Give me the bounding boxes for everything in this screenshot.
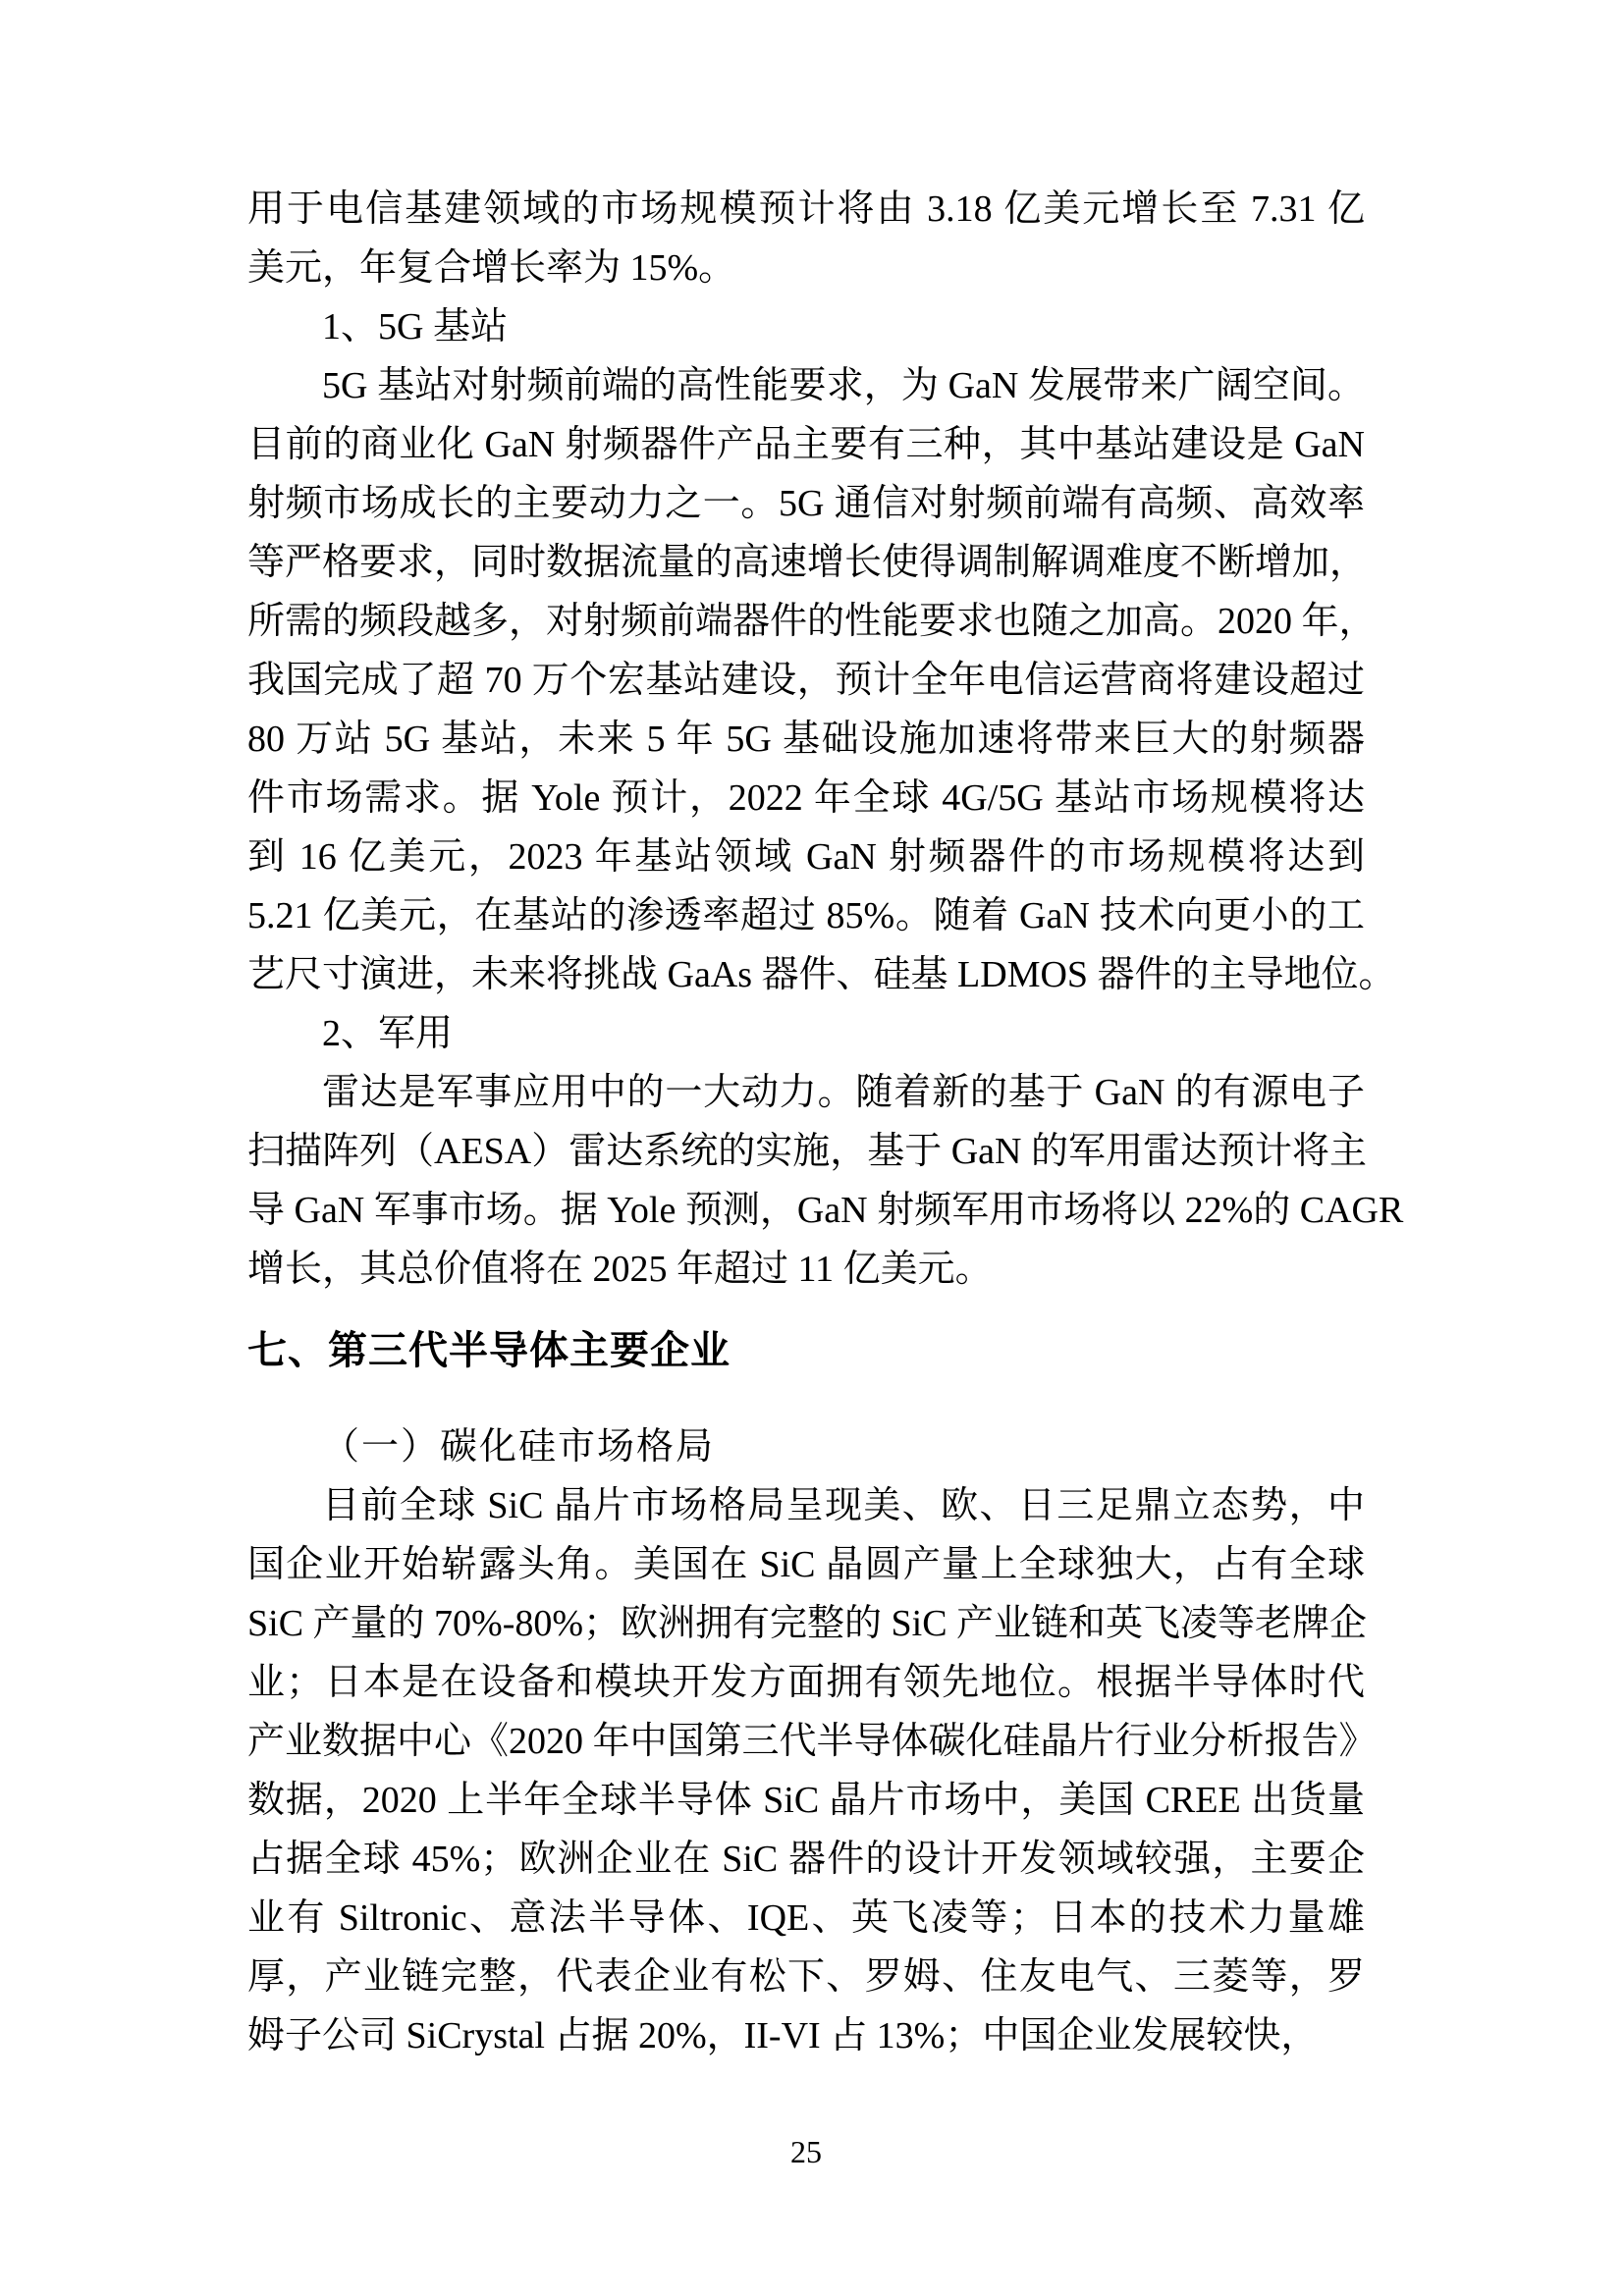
subsection-heading: （一）碳化硅市场格局 xyxy=(322,1426,716,1468)
body-text-line: 到 16 亿美元，2023 年基站领域 GaN 射频器件的市场规模将达到 xyxy=(247,836,1365,878)
body-text-line: 数据，2020 上半年全球半导体 SiC 晶片市场中，美国 CREE 出货量 xyxy=(247,1780,1365,1821)
body-text-line: 扫描阵列（AESA）雷达系统的实施，基于 GaN 的军用雷达预计将主 xyxy=(247,1131,1367,1172)
body-text-line: 件市场需求。据 Yole 预计，2022 年全球 4G/5G 基站市场规模将达 xyxy=(247,777,1365,819)
body-text-line: 厚，产业链完整，代表企业有松下、罗姆、住友电气、三菱等，罗 xyxy=(247,1956,1365,1998)
body-text-line: 增长，其总价值将在 2025 年超过 11 亿美元。 xyxy=(247,1249,993,1290)
list-item-heading: 2、军用 xyxy=(322,1013,454,1054)
page-number: 25 xyxy=(790,2134,822,2169)
body-text-line: 用于电信基建领域的市场规模预计将由 3.18 亿美元增长至 7.31 亿 xyxy=(247,188,1365,230)
body-text-line: 目前的商业化 GaN 射频器件产品主要有三种，其中基站建设是 GaN xyxy=(247,424,1365,465)
body-text-line: 等严格要求，同时数据流量的高速增长使得调制解调难度不断增加， xyxy=(247,542,1368,583)
body-text-line: 射频市场成长的主要动力之一。5G 通信对射频前端有高频、高效率 xyxy=(247,483,1365,524)
body-text-line: 艺尺寸演进，未来将挑战 GaAs 器件、硅基 LDMOS 器件的主导地位。 xyxy=(247,954,1396,995)
body-text-line: 占据全球 45%；欧洲企业在 SiC 器件的设计开发领域较强，主要企 xyxy=(247,1839,1365,1880)
section-heading: 七、第三代半导体主要企业 xyxy=(247,1329,731,1372)
text-flow xyxy=(247,0,1404,2065)
body-text-line: 5G 基站对射频前端的高性能要求，为 GaN 发展带来广阔空间。 xyxy=(322,365,1365,406)
body-text-line: 业；日本是在设备和模块开发方面拥有领先地位。根据半导体时代 xyxy=(247,1662,1365,1703)
body-text-line: 雷达是军事应用中的一大动力。随着新的基于 GaN 的有源电子 xyxy=(322,1072,1365,1113)
body-text-line: 所需的频段越多，对射频前端器件的性能要求也随之加高。2020 年， xyxy=(247,601,1377,642)
page-content xyxy=(247,0,1404,2173)
body-text-line: 目前全球 SiC 晶片市场格局呈现美、欧、日三足鼎立态势，中 xyxy=(322,1485,1365,1526)
body-text-line: 导 GaN 军事市场。据 Yole 预测，GaN 射频军用市场将以 22%的 CAGR xyxy=(247,1190,1404,1231)
body-text-line: 国企业开始崭露头角。美国在 SiC 晶圆产量上全球独大，占有全球 xyxy=(247,1544,1365,1585)
body-text-line: 业有 Siltronic、意法半导体、IQE、英飞凌等；日本的技术力量雄 xyxy=(247,1897,1365,1939)
body-text-line: 姆子公司 SiCrystal 占据 20%，II-VI 占 13%；中国企业发展较快， xyxy=(247,2015,1319,2056)
list-item-heading: 1、5G 基站 xyxy=(322,306,508,347)
body-text-line: SiC 产量的 70%-80%；欧洲拥有完整的 SiC 产业链和英飞凌等老牌企 xyxy=(247,1603,1368,1644)
body-text-line: 5.21 亿美元，在基站的渗透率超过 85%。随着 GaN 技术向更小的工 xyxy=(247,895,1365,936)
body-text-line: 产业数据中心《2020 年中国第三代半导体碳化硅晶片行业分析报告》 xyxy=(247,1721,1377,1762)
body-text-line: 我国完成了超 70 万个宏基站建设，预计全年电信运营商将建设超过 xyxy=(247,660,1365,701)
body-text-line: 美元，年复合增长率为 15%。 xyxy=(247,247,736,289)
body-text-line: 80 万站 5G 基站，未来 5 年 5G 基础设施加速将带来巨大的射频器 xyxy=(247,719,1365,760)
